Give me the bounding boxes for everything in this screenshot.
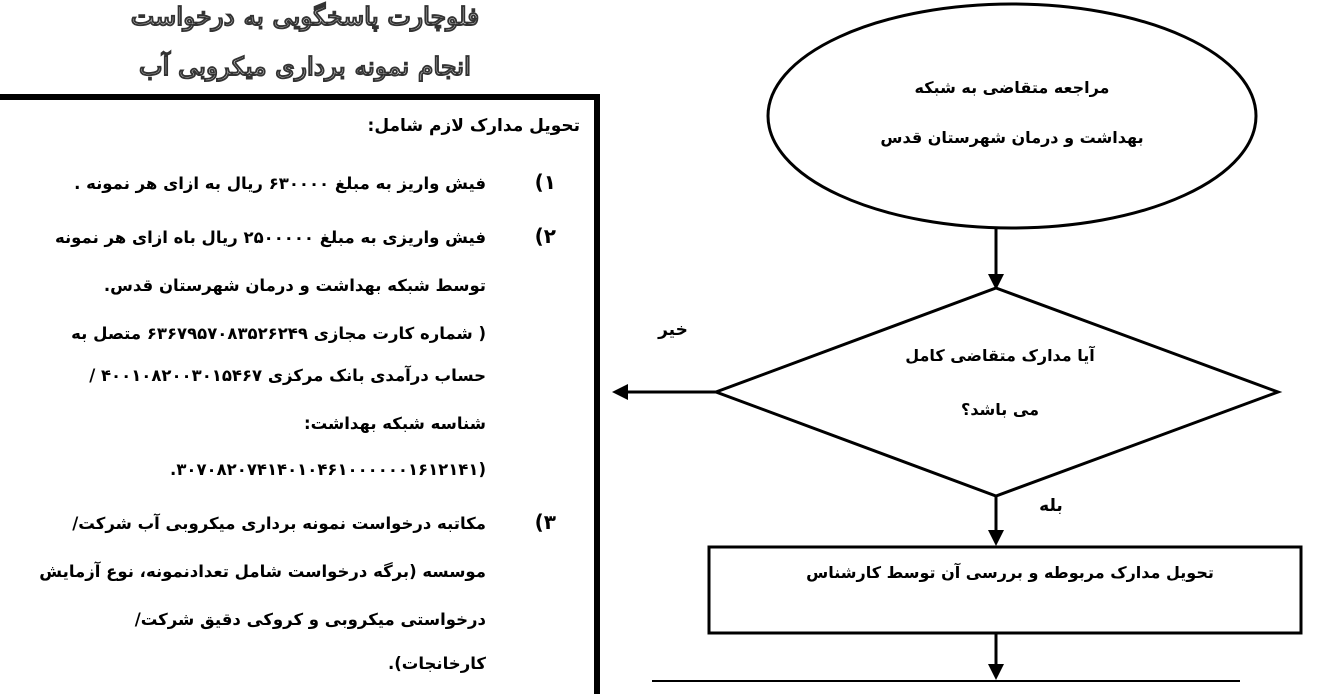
process-text: تحویل مدارک مربوطه و بررسی آن توسط کارشناس xyxy=(806,563,1214,582)
item-3-line-3: درخواستی میکروبی و کروکی دقیق شرکت/ xyxy=(134,610,486,629)
decision-text-line-1: آیا مدارک متقاضی کامل xyxy=(905,346,1095,365)
item-3-line-2: موسسه (برگه درخواست شامل تعدادنمونه، نوع آزمایش xyxy=(39,562,486,581)
item-2-line-6: (۳۰۷۰۸۲۰۷۴۱۴۰۱۰۴۶۱۰۰۰۰۰۰۱۶۱۲۱۴۱. xyxy=(170,460,486,479)
arrowhead-no-branch xyxy=(612,384,628,400)
item-1-number: ۱) xyxy=(534,170,556,194)
item-2-line-1: فیش واریزی به مبلغ ۲۵۰۰۰۰۰ ریال باه ازای هر نمونه xyxy=(54,228,486,247)
item-3-number: ۳) xyxy=(534,510,556,534)
arrowhead-process-to-next xyxy=(988,664,1004,680)
decision-diamond xyxy=(716,288,1278,496)
item-2-line-4: حساب درآمدی بانک مرکزی ۴۰۰۱۰۸۲۰۰۳۰۱۵۴۶۷ / xyxy=(89,366,486,385)
item-2-line-3: ( شماره کارت مجازی ۶۳۶۷۹۵۷۰۸۳۵۲۶۲۴۹ متصل به xyxy=(71,324,486,343)
item-1-line-1: فیش واریز به مبلغ ۶۳۰۰۰۰ ریال به ازای هر نمونه . xyxy=(74,174,486,193)
page-title-line-1: فلوچارت پاسخگویی به درخواست xyxy=(130,2,480,31)
item-2-line-2: توسط شبکه بهداشت و درمان شهرستان قدس. xyxy=(103,276,486,295)
decision-text-line-2: می باشد؟ xyxy=(961,400,1039,419)
item-2-number: ۲) xyxy=(534,224,556,248)
documents-heading: تحویل مدارک لازم شامل: xyxy=(367,116,580,136)
arrowhead-yes-branch xyxy=(988,530,1004,546)
item-3-line-4: کارخانجات). xyxy=(387,654,486,673)
start-text-line-1: مراجعه متقاضی به شبکه xyxy=(914,78,1110,97)
yes-label: بله xyxy=(1039,496,1063,516)
page-title-line-2: انجام نمونه برداری میکروبی آب xyxy=(139,52,471,81)
item-2-line-5: شناسه شبکه بهداشت: xyxy=(303,414,486,433)
start-ellipse xyxy=(768,4,1256,228)
process-box xyxy=(709,547,1301,633)
item-3-line-1: مکاتبه درخواست نمونه برداری میکروبی آب شرکت/ xyxy=(72,514,486,533)
no-label: خیر xyxy=(658,320,688,340)
start-text-line-2: بهداشت و درمان شهرستان قدس xyxy=(880,128,1144,147)
